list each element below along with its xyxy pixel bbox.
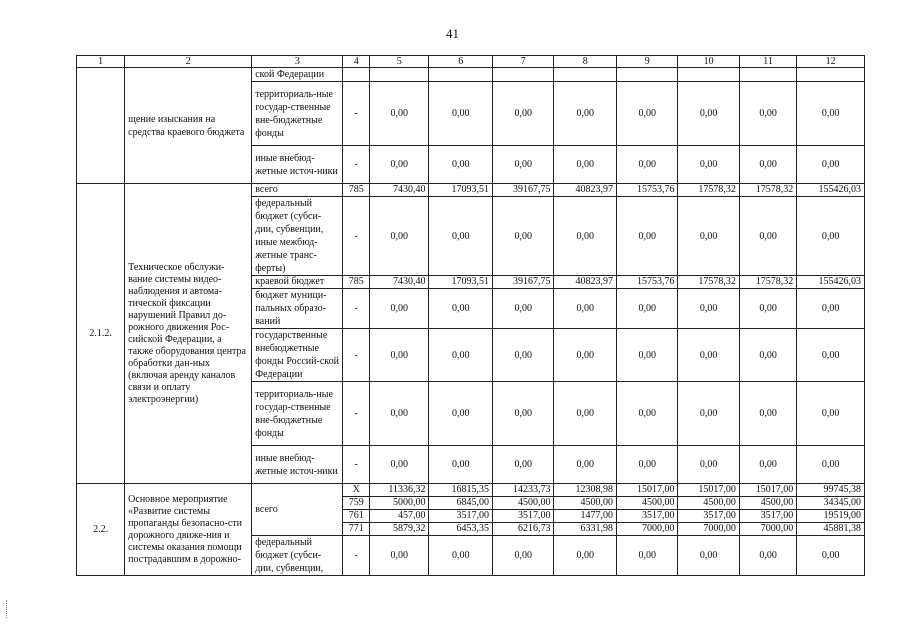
activity-code: 2.2. (77, 484, 125, 576)
table-row: 2.1.2. Техническое обслужи-вание системы видео-наблюдения и автома-тической фиксации нарушений Правил до-рожного движения Рос-сийской Федерации, а также оборудования центра обработки дан-ных (включая аренду каналов связи и оплату электроэнергии) всего 785 7430,40 17093,51 39167,75 40823,97 15753,76 17578,32 17578,32 155426,03 (77, 184, 865, 197)
funding-source: территориаль-ные государ-ственные вне-бюджетные фонды (252, 82, 343, 146)
table-row (77, 68, 865, 82)
table-row: 2.2. Основное мероприятие «Развитие системы пропаганды безопасно-сти дорожного движе-ния и системы оказания помощи пострадавшим в дорожно- всего X 11336,32 16815,35 14233,73 12308,98 15017,00 15017,00 15017,00 99745,38 (77, 484, 865, 497)
funding-source: иные внебюд-жетные источ-ники (252, 146, 343, 184)
table-row: 759 5000,00 6845,00 4500,00 4500,00 4500,00 4500,00 4500,00 34345,00 (77, 497, 865, 510)
table-row: краевой бюджет 785 7430,40 17093,51 39167,75 40823,97 15753,76 17578,32 17578,32 155426,03 (77, 276, 865, 289)
activity-name: Техническое обслужи-вание системы видео-наблюдения и автома-тической фиксации нарушений Правил до-рожного движения Рос-сийской Федерации, а также оборудования центра обработки дан-ных (включая аренду каналов связи и оплату электроэнергии) (125, 184, 252, 484)
table-row: территориаль-ные государ-ственные вне-бюджетные фонды - 0,00 0,00 0,00 0,00 0,00 0,00 0,00 0,00 (77, 382, 865, 446)
header-cell: 6 (429, 56, 493, 68)
header-cell: 1 (77, 56, 125, 68)
header-cell: 3 (252, 56, 343, 68)
table-row: 761 457,00 3517,00 3517,00 1477,00 3517,00 3517,00 3517,00 19519,00 (77, 510, 865, 523)
activity-name: щение изыскания на средства краевого бюджета (125, 68, 252, 184)
table-row: федеральный бюджет (субси-дии, субвенции, иные межбюд-жетные транс-ферты) - 0,00 0,00 0,00 0,00 0,00 0,00 0,00 0,00 (77, 197, 865, 276)
margin-mark (6, 600, 9, 618)
header-cell: 11 (739, 56, 796, 68)
header-cell: 8 (554, 56, 617, 68)
table-row: бюджет муници-пальных образо-ваний - 0,00 0,00 0,00 0,00 0,00 0,00 0,00 0,00 (77, 289, 865, 329)
table-row: иные внебюд-жетные источ-ники - 0,00 0,00 0,00 0,00 0,00 0,00 0,00 0,00 (77, 446, 865, 484)
budget-table (76, 55, 865, 576)
funding-source: ской Федерации (252, 68, 343, 82)
table-row: федеральный бюджет (субси-дии, субвенции, - 0,00 0,00 0,00 0,00 0,00 0,00 0,00 0,00 (77, 536, 865, 576)
table-row: государственные внебюджетные фонды Россий-ской Федерации - 0,00 0,00 0,00 0,00 0,00 0,00 0,00 0,00 (77, 329, 865, 382)
table-row: иные внебюд-жетные источ-ники - 0,00 0,00 0,00 0,00 0,00 0,00 0,00 0,00 (77, 146, 865, 184)
activity-code: 2.1.2. (77, 184, 125, 484)
header-cell: 4 (343, 56, 370, 68)
page-number: 41 (446, 26, 459, 41)
header-cell: 7 (493, 56, 554, 68)
activity-name: Основное мероприятие «Развитие системы пропаганды безопасно-сти дорожного движе-ния и системы оказания помощи пострадавшим в дорожно- (125, 484, 252, 576)
table-row: 771 5879,32 6453,35 6216,73 6331,98 7000,00 7000,00 7000,00 45881,38 (77, 523, 865, 536)
header-cell: 5 (370, 56, 429, 68)
table-row: территориаль-ные государ-ственные вне-бюджетные фонды - 0,00 0,00 0,00 0,00 0,00 0,00 0,00 0,00 (77, 82, 865, 146)
header-cell: 2 (125, 56, 252, 68)
header-cell: 10 (678, 56, 739, 68)
header-cell: 9 (616, 56, 677, 68)
table-header-row (77, 56, 865, 68)
header-cell: 12 (797, 56, 865, 68)
